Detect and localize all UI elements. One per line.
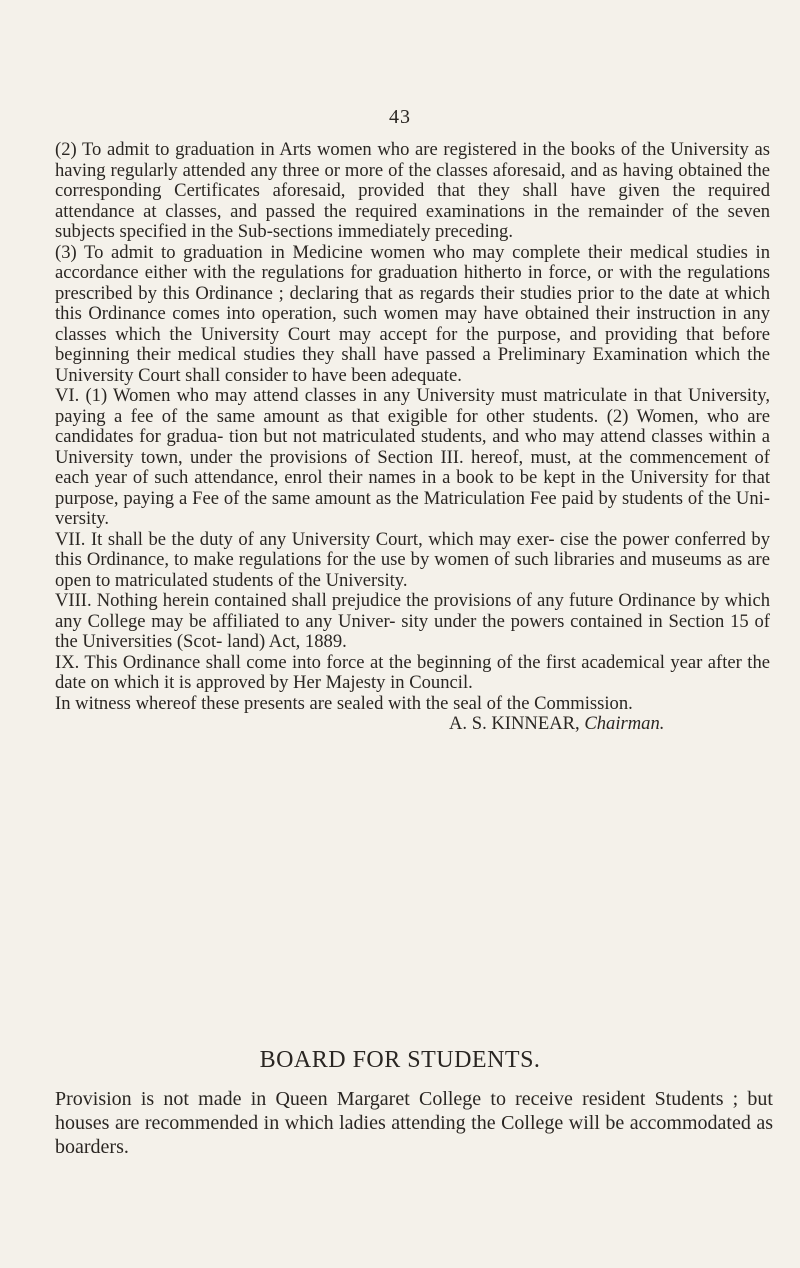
- paragraph-3-medicine-graduation: (3) To admit to graduation in Medicine women who may complete their medical studies in accordance either with the regulations for graduation hitherto in force, or with the regulations prescribed by this Ordinance ; declaring that as regards their studies prior to the date at which this Ordinance comes into operation, such women may have obtained their instruction in any classes which the University Court may accept for the purpose, and providing that before beginning their medical studies they shall have passed a Preliminary Examination which the University Court shall consider to have been adequate.: [55, 241, 770, 386]
- signatory-role: Chairman.: [584, 713, 665, 734]
- section-vi-matriculation: VI. (1) Women who may attend classes in any University must matriculate in that University, paying a fee of the same amount as that exigible for other students. (2) Women, who are candidates for gradua- tion but not matriculated students, and who may attend classes within a University town, under the provisions of Section III. hereof, must, at the commencement of each year of such attendance, enrol their names in a book to be kept in the University for that purpose, paying a Fee of the same amount as the Matriculation Fee paid by students of the Uni- versity.: [55, 385, 770, 529]
- signature-line: [55, 714, 770, 735]
- section-vii-libraries: VII. It shall be the duty of any University Court, which may exer- cise the power conferred by this Ordinance, to make regulations for the use by women of such libraries and museums as are open to matriculated students of the University.: [55, 528, 770, 591]
- board-heading: BOARD FOR STUDENTS.: [259, 1047, 541, 1073]
- ordinance-text: [55, 140, 770, 735]
- board-text: Provision is not made in Queen Margaret College to receive resident Students ; but houses are recommended in which ladies attending the College will be accommodated as boarders.: [55, 1088, 773, 1158]
- paragraph-2-arts-graduation: (2) To admit to graduation in Arts women who are registered in the books of the University as having regularly attended any three or more of the classes aforesaid, and as having obtained the corresponding Certificates aforesaid, provided that they shall have given the required attendance at classes, and passed the required examinations in the remainder of the seven subjects specified in the Sub-sections immediately preceding.: [55, 139, 770, 242]
- witness-clause: In witness whereof these presents are sealed with the seal of the Commission.: [55, 692, 633, 714]
- signatory-name: A. S. KINNEAR,: [449, 713, 580, 734]
- board-section: [55, 1087, 773, 1159]
- page-number: 43: [389, 106, 411, 128]
- section-viii-prejudice: VIII. Nothing herein contained shall prejudice the provisions of any future Ordinance by which any College may be affiliated to any Univer- sity under the powers contained in Section 15 of the Universities (Scot- land) Act, 1889.: [55, 590, 770, 652]
- section-ix-commencement: IX. This Ordinance shall come into force at the beginning of the first academical year after the date on which it is approved by Her Majesty in Council.: [55, 651, 770, 693]
